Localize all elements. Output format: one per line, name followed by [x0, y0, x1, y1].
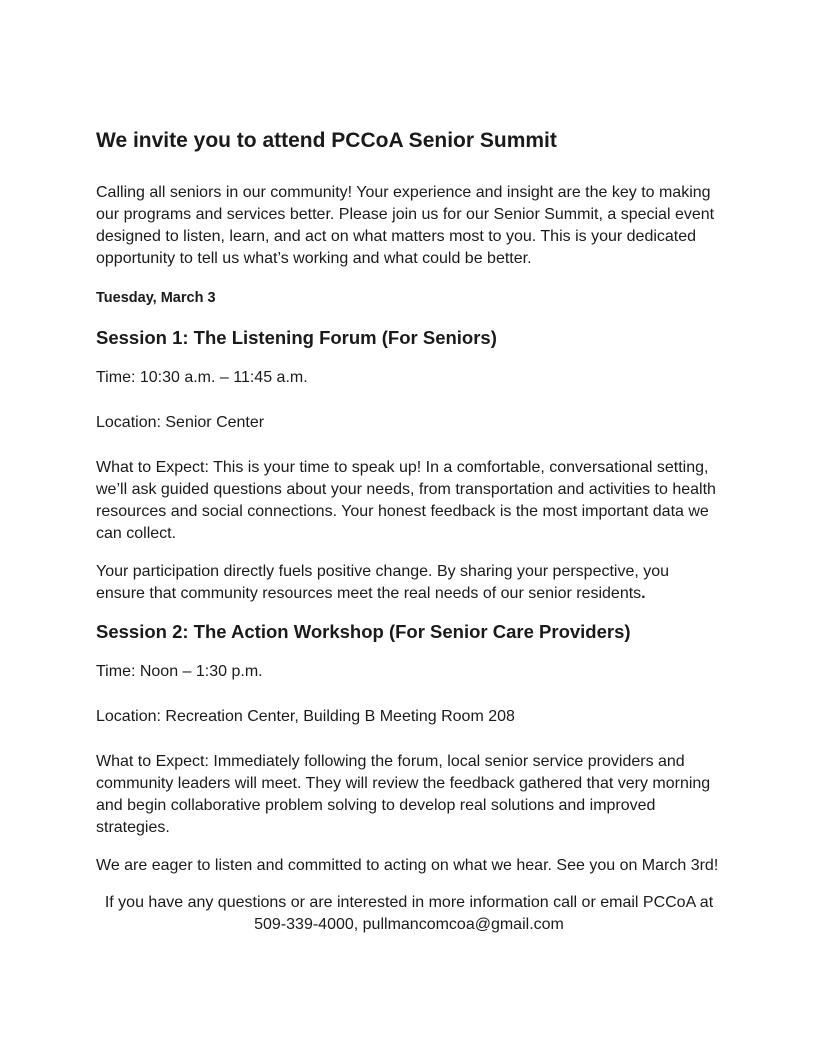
- contact-info: [96, 892, 722, 936]
- contact-line-2: 509-339-4000, pullmancomcoa@gmail.com: [254, 916, 564, 933]
- session-1-time: Time: 10:30 a.m. – 11:45 a.m.: [96, 369, 308, 386]
- participation-text: Your participation directly fuels positive change. By sharing your perspective, you ensure that community resources meet the real needs of our senior residents: [96, 563, 670, 602]
- session-2-time: Time: Noon – 1:30 p.m.: [96, 663, 263, 680]
- page-title: We invite you to attend PCCoA Senior Summit: [96, 129, 557, 152]
- session-1-expect: What to Expect: This is your time to speak up! In a comfortable, conversational setting, we’ll ask guided questions about your needs, from transportation and activities to health resources and social connections. Your honest feedback is the most important data we can collect.: [96, 459, 716, 542]
- closing-paragraph: We are eager to listen and committed to acting on what we hear. See you on March 3rd!: [96, 857, 719, 874]
- session-1-heading: Session 1: The Listening Forum (For Seniors): [96, 327, 497, 348]
- intro-paragraph: Calling all seniors in our community! Your experience and insight are the key to making our programs and services better. Please join us for our Senior Summit, a special event designed to listen, learn, and act on what matters most to you. This is your dedicated opportunity to tell us what’s working and what could be better.: [96, 184, 715, 267]
- session-2-heading: Session 2: The Action Workshop (For Senior Care Providers): [96, 621, 631, 642]
- session-2-location: Location: Recreation Center, Building B Meeting Room 208: [96, 708, 515, 725]
- event-date: Tuesday, March 3: [96, 290, 216, 306]
- session-1-participation: [96, 561, 722, 605]
- contact-line-1: If you have any questions or are interested in more information call or email PCCoA at: [104, 894, 714, 911]
- session-2-expect: What to Expect: Immediately following the forum, local senior service providers and community leaders will meet. They will review the feedback gathered that very morning and begin collaborative problem solving to develop real solutions and improved strategies.: [96, 753, 711, 836]
- participation-period: .: [641, 585, 646, 602]
- session-1-location: Location: Senior Center: [96, 414, 265, 431]
- document-page: [96, 126, 722, 936]
